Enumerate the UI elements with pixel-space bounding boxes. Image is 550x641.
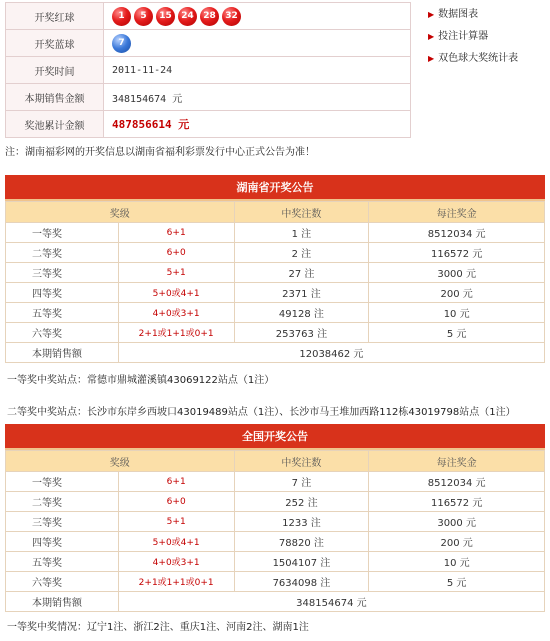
national-title: 全国开奖公告 — [5, 424, 545, 450]
col-count: 中奖注数 — [234, 202, 369, 223]
table-row — [6, 552, 545, 572]
col-prize: 每注奖金 — [369, 451, 545, 472]
prize-amount: 200 元 — [369, 283, 545, 303]
sales-total-label: 本期销售额 — [6, 592, 119, 612]
level-name: 六等奖 — [6, 572, 119, 592]
sales-amount: 348154674 元 — [104, 84, 411, 111]
level-condition: 2+1或1+1或0+1 — [118, 323, 234, 343]
prize-amount: 5 元 — [369, 572, 545, 592]
level-name: 五等奖 — [6, 303, 119, 323]
level-condition: 6+1 — [118, 472, 234, 492]
winner-count: 78820 注 — [234, 532, 369, 552]
prize-amount: 3000 元 — [369, 512, 545, 532]
table-header — [6, 451, 545, 472]
level-condition: 6+0 — [118, 492, 234, 512]
sales-total-amount: 348154674 元 — [118, 592, 544, 612]
sales-total-amount: 12038462 元 — [118, 343, 544, 363]
sales-label: 本期销售金额 — [6, 84, 104, 111]
prize-amount: 200 元 — [369, 532, 545, 552]
hunan-prize-table — [5, 201, 545, 363]
sales-total-row — [6, 343, 545, 363]
winner-count: 7634098 注 — [234, 572, 369, 592]
table-row — [6, 512, 545, 532]
side-links — [428, 4, 518, 70]
draw-summary-table — [5, 2, 411, 138]
level-name: 四等奖 — [6, 283, 119, 303]
red-ball: 28 — [200, 7, 219, 26]
draw-date: 2011-11-24 — [104, 57, 411, 84]
level-condition: 5+1 — [118, 512, 234, 532]
sales-total-label: 本期销售额 — [6, 343, 119, 363]
link-jackpot-stats[interactable]: ▶ 双色球大奖统计表 — [428, 53, 519, 64]
national-announcement — [5, 424, 545, 633]
hunan-announcement — [5, 175, 545, 418]
level-condition: 5+1 — [118, 263, 234, 283]
blue-ball-row — [6, 30, 411, 57]
level-name: 三等奖 — [6, 512, 119, 532]
level-name: 一等奖 — [6, 223, 119, 243]
first-prize-stations: 一等奖中奖站点：常德市鼎城灌溪镇43069122站点（1注） — [7, 375, 275, 386]
table-row — [6, 243, 545, 263]
blue-ball-label: 开奖蓝球 — [6, 30, 104, 57]
table-row — [6, 572, 545, 592]
prize-amount: 5 元 — [369, 323, 545, 343]
winner-count: 2 注 — [234, 243, 369, 263]
second-prize-stations: 二等奖中奖站点：长沙市东岸乡西坡口43019489站点（1注）、长沙市马王堆加西路112栋43019798站点（1注） — [7, 407, 516, 418]
sales-row — [6, 84, 411, 111]
winner-count: 252 注 — [234, 492, 369, 512]
winner-count: 1504107 注 — [234, 552, 369, 572]
table-row — [6, 492, 545, 512]
col-prize: 每注奖金 — [369, 202, 545, 223]
level-condition: 4+0或3+1 — [118, 303, 234, 323]
level-condition: 4+0或3+1 — [118, 552, 234, 572]
prize-amount: 116572 元 — [369, 492, 545, 512]
draw-date-label: 开奖时间 — [6, 57, 104, 84]
link-bet-calculator[interactable]: ▶ 投注计算器 — [428, 31, 489, 42]
red-ball: 1 — [112, 7, 131, 26]
winner-count: 253763 注 — [234, 323, 369, 343]
level-name: 四等奖 — [6, 532, 119, 552]
prize-amount: 3000 元 — [369, 263, 545, 283]
pool-amount: 487856614 元 — [112, 118, 190, 131]
prize-amount: 10 元 — [369, 303, 545, 323]
arrow-right-icon: ▶ — [428, 54, 435, 63]
winner-count: 27 注 — [234, 263, 369, 283]
disclaimer-note: 注：湖南福彩网的开奖信息以湖南省福利彩票发行中心正式公告为准！ — [5, 147, 315, 158]
level-name: 三等奖 — [6, 263, 119, 283]
winner-count: 49128 注 — [234, 303, 369, 323]
level-name: 二等奖 — [6, 492, 119, 512]
winner-count: 7 注 — [234, 472, 369, 492]
level-name: 一等奖 — [6, 472, 119, 492]
hunan-title: 湖南省开奖公告 — [5, 175, 545, 201]
col-level: 奖级 — [6, 451, 235, 472]
level-name: 五等奖 — [6, 552, 119, 572]
red-ball: 15 — [156, 7, 175, 26]
table-row — [6, 283, 545, 303]
prize-amount: 10 元 — [369, 552, 545, 572]
table-row — [6, 263, 545, 283]
table-row — [6, 223, 545, 243]
red-ball: 5 — [134, 7, 153, 26]
pool-label: 奖池累计金额 — [6, 111, 104, 138]
sales-total-row — [6, 592, 545, 612]
prize-amount: 8512034 元 — [369, 472, 545, 492]
winner-count: 1233 注 — [234, 512, 369, 532]
blue-ball: 7 — [112, 34, 131, 53]
arrow-right-icon: ▶ — [428, 32, 435, 41]
red-balls-label: 开奖红球 — [6, 3, 104, 30]
table-header — [6, 202, 545, 223]
table-row — [6, 303, 545, 323]
prize-amount: 116572 元 — [369, 243, 545, 263]
red-ball: 24 — [178, 7, 197, 26]
winner-count: 2371 注 — [234, 283, 369, 303]
table-row — [6, 472, 545, 492]
table-row — [6, 532, 545, 552]
first-prize-summary: 一等奖中奖情况：辽宁1注、浙江2注、重庆1注、河南2注、湖南1注 — [7, 622, 309, 633]
col-level: 奖级 — [6, 202, 235, 223]
draw-date-row — [6, 57, 411, 84]
link-data-chart[interactable]: ▶ 数据图表 — [428, 9, 479, 20]
red-balls — [104, 3, 411, 30]
level-condition: 6+0 — [118, 243, 234, 263]
level-condition: 6+1 — [118, 223, 234, 243]
col-count: 中奖注数 — [234, 451, 369, 472]
national-prize-table — [5, 450, 545, 612]
table-row — [6, 323, 545, 343]
prize-amount: 8512034 元 — [369, 223, 545, 243]
level-condition: 2+1或1+1或0+1 — [118, 572, 234, 592]
pool-row — [6, 111, 411, 138]
arrow-right-icon: ▶ — [428, 10, 435, 19]
winner-count: 1 注 — [234, 223, 369, 243]
red-ball: 32 — [222, 7, 241, 26]
level-name: 二等奖 — [6, 243, 119, 263]
level-condition: 5+0或4+1 — [118, 283, 234, 303]
level-condition: 5+0或4+1 — [118, 532, 234, 552]
red-balls-row — [6, 3, 411, 30]
level-name: 六等奖 — [6, 323, 119, 343]
